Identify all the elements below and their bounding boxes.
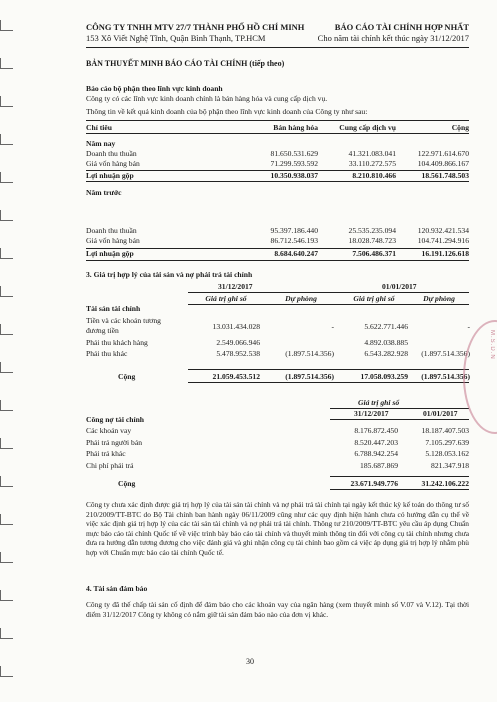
fv-asset-value: (1.897.514.356): [421, 349, 470, 358]
header-rule: [86, 47, 469, 48]
liab-heading: Công nợ tài chính: [86, 415, 145, 424]
segment-table-top-rule: [86, 120, 469, 121]
this-year-row-cell: 71.299.593.592: [270, 159, 318, 168]
page-number: 30: [246, 657, 254, 666]
segment-col-total: Cộng: [451, 123, 469, 132]
liab-value: 821.347.918: [431, 460, 469, 470]
liab-total-label: Cộng: [118, 479, 136, 488]
prior-year-row-cell: 18.028.748.723: [348, 236, 396, 245]
header-left: [86, 22, 304, 44]
segment-col-goods: Bán hàng hóa: [273, 123, 318, 132]
fv-asset-value: 5.622.771.446: [364, 322, 408, 331]
this-year-row-cell: Doanh thu thuần: [86, 149, 137, 158]
prior-year-row-cell: 86.712.546.193: [270, 236, 318, 245]
this-year-row-cell: Giá vốn hàng bán: [86, 159, 140, 168]
fv-col-prov-1: Dự phòng: [285, 294, 317, 303]
fv-asset-value: -: [467, 322, 470, 331]
liab-total-rule: [330, 476, 469, 477]
liab-header-rule: [330, 419, 469, 420]
binding-mark: [0, 210, 13, 221]
fv-asset-label: Tiền và các khoản tương đương tiền: [86, 316, 161, 335]
fv-date-2: 01/01/2017: [382, 282, 417, 291]
fv-col-book-2: Giá trị ghi sổ: [353, 294, 395, 303]
report-period: Cho năm tài chính kết thúc ngày 31/12/2017: [317, 33, 469, 43]
prior-year-total-underline: [86, 260, 469, 261]
liab-value: 7.105.297.639: [425, 437, 469, 447]
binding-mark: [0, 96, 13, 107]
collateral-heading: 4. Tài sản đảm bảo: [86, 584, 148, 593]
liab-value: 6.788.942.254: [354, 449, 398, 458]
liab-value: 5.128.053.162: [425, 449, 469, 458]
company-name: CÔNG TY TNHH MTV 27/7 THÀNH PHỐ HỒ CHÍ MINH: [86, 22, 305, 32]
report-title: BÁO CÁO TÀI CHÍNH HỢP NHẤT: [334, 22, 469, 32]
liab-value: 18.187.407.503: [421, 426, 469, 435]
liab-date-1: 31/12/2017: [354, 409, 389, 418]
fv-assets-total-value: (1.897.514.356): [285, 372, 334, 381]
fv-asset-value: 5.478.952.538: [216, 349, 260, 358]
binding-mark: [0, 248, 13, 259]
prior-year-row-cell: 120.932.421.534: [417, 226, 469, 235]
liab-col-book: Giá trị ghi sổ: [358, 398, 400, 407]
binding-mark: [0, 58, 13, 69]
fv-asset-value: 6.543.282.928: [364, 349, 408, 358]
fv-assets-total-value: 17.058.093.259: [360, 372, 408, 381]
liab-value: 8.520.447.203: [354, 437, 398, 447]
binding-mark: [0, 590, 13, 601]
this-year-row-cell: 81.650.531.629: [270, 149, 318, 158]
fv-asset-value: (1.897.514.356): [285, 349, 334, 358]
fv-date-1: 31/12/2017: [218, 282, 253, 291]
fv-asset-value: 13.031.434.028: [212, 322, 260, 331]
prior-year-total-cell: 8.684.640.247: [274, 249, 318, 258]
fv-asset-value: 4.892.038.885: [364, 338, 408, 347]
prior-year-total-cell: Lợi nhuận gộp: [86, 249, 134, 258]
prior-year-row-cell: Doanh thu thuần: [86, 226, 137, 235]
binding-mark: [0, 552, 13, 563]
segment-col-item: Chỉ tiêu: [86, 123, 112, 132]
binding-mark: [0, 172, 13, 183]
segment-heading: Báo cáo bộ phận theo lĩnh vực kinh doanh: [86, 84, 223, 93]
this-year-row-cell: 41.321.083.041: [348, 149, 396, 158]
prior-year-total-cell: 16.191.126.618: [421, 249, 469, 258]
liab-value: 185.687.869: [360, 460, 398, 470]
prior-year-row-cell: 104.741.294.916: [417, 236, 469, 245]
binding-mark: [0, 20, 13, 31]
liab-label: Các khoản vay: [86, 426, 132, 435]
fv-date-rule: [188, 292, 469, 293]
segment-intro-1: Công ty có các lĩnh vực kinh doanh chính là bán hàng hóa và cung cấp dịch vụ.: [86, 94, 328, 103]
fv-col-book-1: Giá trị ghi sổ: [205, 294, 247, 303]
liab-label: Phải trả người bán: [86, 437, 143, 447]
binding-mark: [0, 438, 13, 449]
fv-asset-label: Phải thu khác: [86, 349, 128, 358]
this-year-row-cell: 33.110.272.575: [348, 159, 396, 168]
this-year-row-cell: 104.409.866.167: [417, 159, 469, 168]
fv-asset-label: Phải thu khách hàng: [86, 338, 148, 347]
liab-total-value: 23.671.949.776: [350, 479, 398, 488]
liab-total-value: 31.242.106.222: [421, 479, 469, 488]
this-year-total-cell: 10.350.938.037: [270, 171, 318, 180]
fv-assets-total-value: 21.059.453.512: [212, 372, 260, 381]
header-right: [318, 22, 469, 44]
this-year-label: Năm nay: [86, 139, 116, 148]
fv-header-rule: [188, 304, 469, 305]
fv-asset-value: 2.549.066.946: [216, 338, 260, 347]
this-year-total-cell: Lợi nhuận gộp: [86, 171, 134, 180]
binding-mark: [0, 628, 13, 639]
section-title: BẢN THUYẾT MINH BÁO CÁO TÀI CHÍNH (tiếp theo): [86, 59, 285, 68]
prior-year-row-cell: Giá vốn hàng bán: [86, 236, 140, 245]
binding-mark: [0, 362, 13, 373]
segment-col-services: Cung cấp dịch vụ: [339, 123, 396, 132]
segment-header-rule: [86, 133, 469, 134]
fair-value-note: Công ty chưa xác định được giá trị hợp lý của tài sản tài chính và nợ phải trả tài chính tại ngày kết thúc kỳ kế toán do thông tư số 210/2009/TT-BTC do Bộ Tài chính ban hành ngày 06/11/2009 cũng như các quy định hiện hành chưa có hướng dẫn cụ thể về việc xác định giá trị hợp lý của các tài sản tài chính và nợ phải trả tài chính. Thông tư 210/2009/TT-BTC yêu cầu áp dụng Chuẩn mực báo cáo tài chính Quốc tế về việc trình bày báo cáo tài chính và thuyết minh thông tin đối với công cụ tài chính nhưng chưa đưa ra hướng dẫn tương đương cho việc đánh giá và ghi nhận công cụ tài chính bao gồm cả việc áp dụng giá trị hợp lý nhằm phù hợp với Chuẩn mực báo cáo tài chính Quốc tế.: [86, 500, 469, 557]
stamp-text: M.S.D.N: [489, 330, 495, 360]
fv-assets-total-rule: [188, 369, 469, 370]
fair-value-heading: 3. Giá trị hợp lý của tài sản và nợ phải trả tài chính: [86, 270, 253, 279]
this-year-total-cell: 8.210.810.466: [352, 171, 396, 180]
fv-assets-total-underline: [188, 382, 469, 383]
liab-total-underline: [330, 489, 469, 490]
prior-year-row-cell: 95.397.186.440: [270, 226, 318, 235]
this-year-total-underline: [86, 181, 469, 182]
binding-mark: [0, 514, 13, 525]
segment-intro-2: Thông tin về kết quả kinh doanh của bộ phận theo lĩnh vực kinh doanh của Công ty như sau:: [86, 107, 368, 116]
liab-label: Chi phí phải trả: [86, 460, 134, 470]
binding-mark: [0, 324, 13, 335]
collateral-text: Công ty đã thế chấp tài sản cố định để đảm bảo cho các khoản vay của ngân hàng (xem thuyết minh số V.07 và V.12). Tại thời điểm 31/12/2017 Công ty không có nắm giữ tài sản đảm bảo nào của đơn vị khác.: [86, 600, 469, 619]
prior-year-label: Năm trước: [86, 188, 122, 197]
prior-year-total-cell: 7.506.486.371: [352, 249, 396, 258]
liab-value: 8.176.872.450: [354, 426, 398, 435]
fv-assets-total-value: (1.897.514.356): [421, 372, 470, 381]
prior-year-row-cell: 25.535.235.094: [348, 226, 396, 235]
fv-assets-heading: Tài sản tài chính: [86, 304, 141, 313]
company-address: 153 Xô Viết Nghệ Tĩnh, Quận Bình Thạnh, TP.HCM: [86, 33, 266, 43]
binding-mark: [0, 286, 13, 297]
binding-mark: [0, 134, 13, 145]
this-year-total-cell: 18.561.748.503: [421, 171, 469, 180]
binding-mark: [0, 476, 13, 487]
liab-label: Phải trả khác: [86, 449, 126, 458]
binding-mark: [0, 400, 13, 411]
binding-mark: [0, 666, 13, 677]
fv-asset-value: -: [331, 322, 334, 331]
fv-assets-total-label: Cộng: [118, 372, 136, 381]
this-year-row-cell: 122.971.614.670: [417, 149, 469, 158]
liab-date-2: 01/01/2017: [423, 409, 458, 418]
fv-col-prov-2: Dự phòng: [423, 294, 455, 303]
